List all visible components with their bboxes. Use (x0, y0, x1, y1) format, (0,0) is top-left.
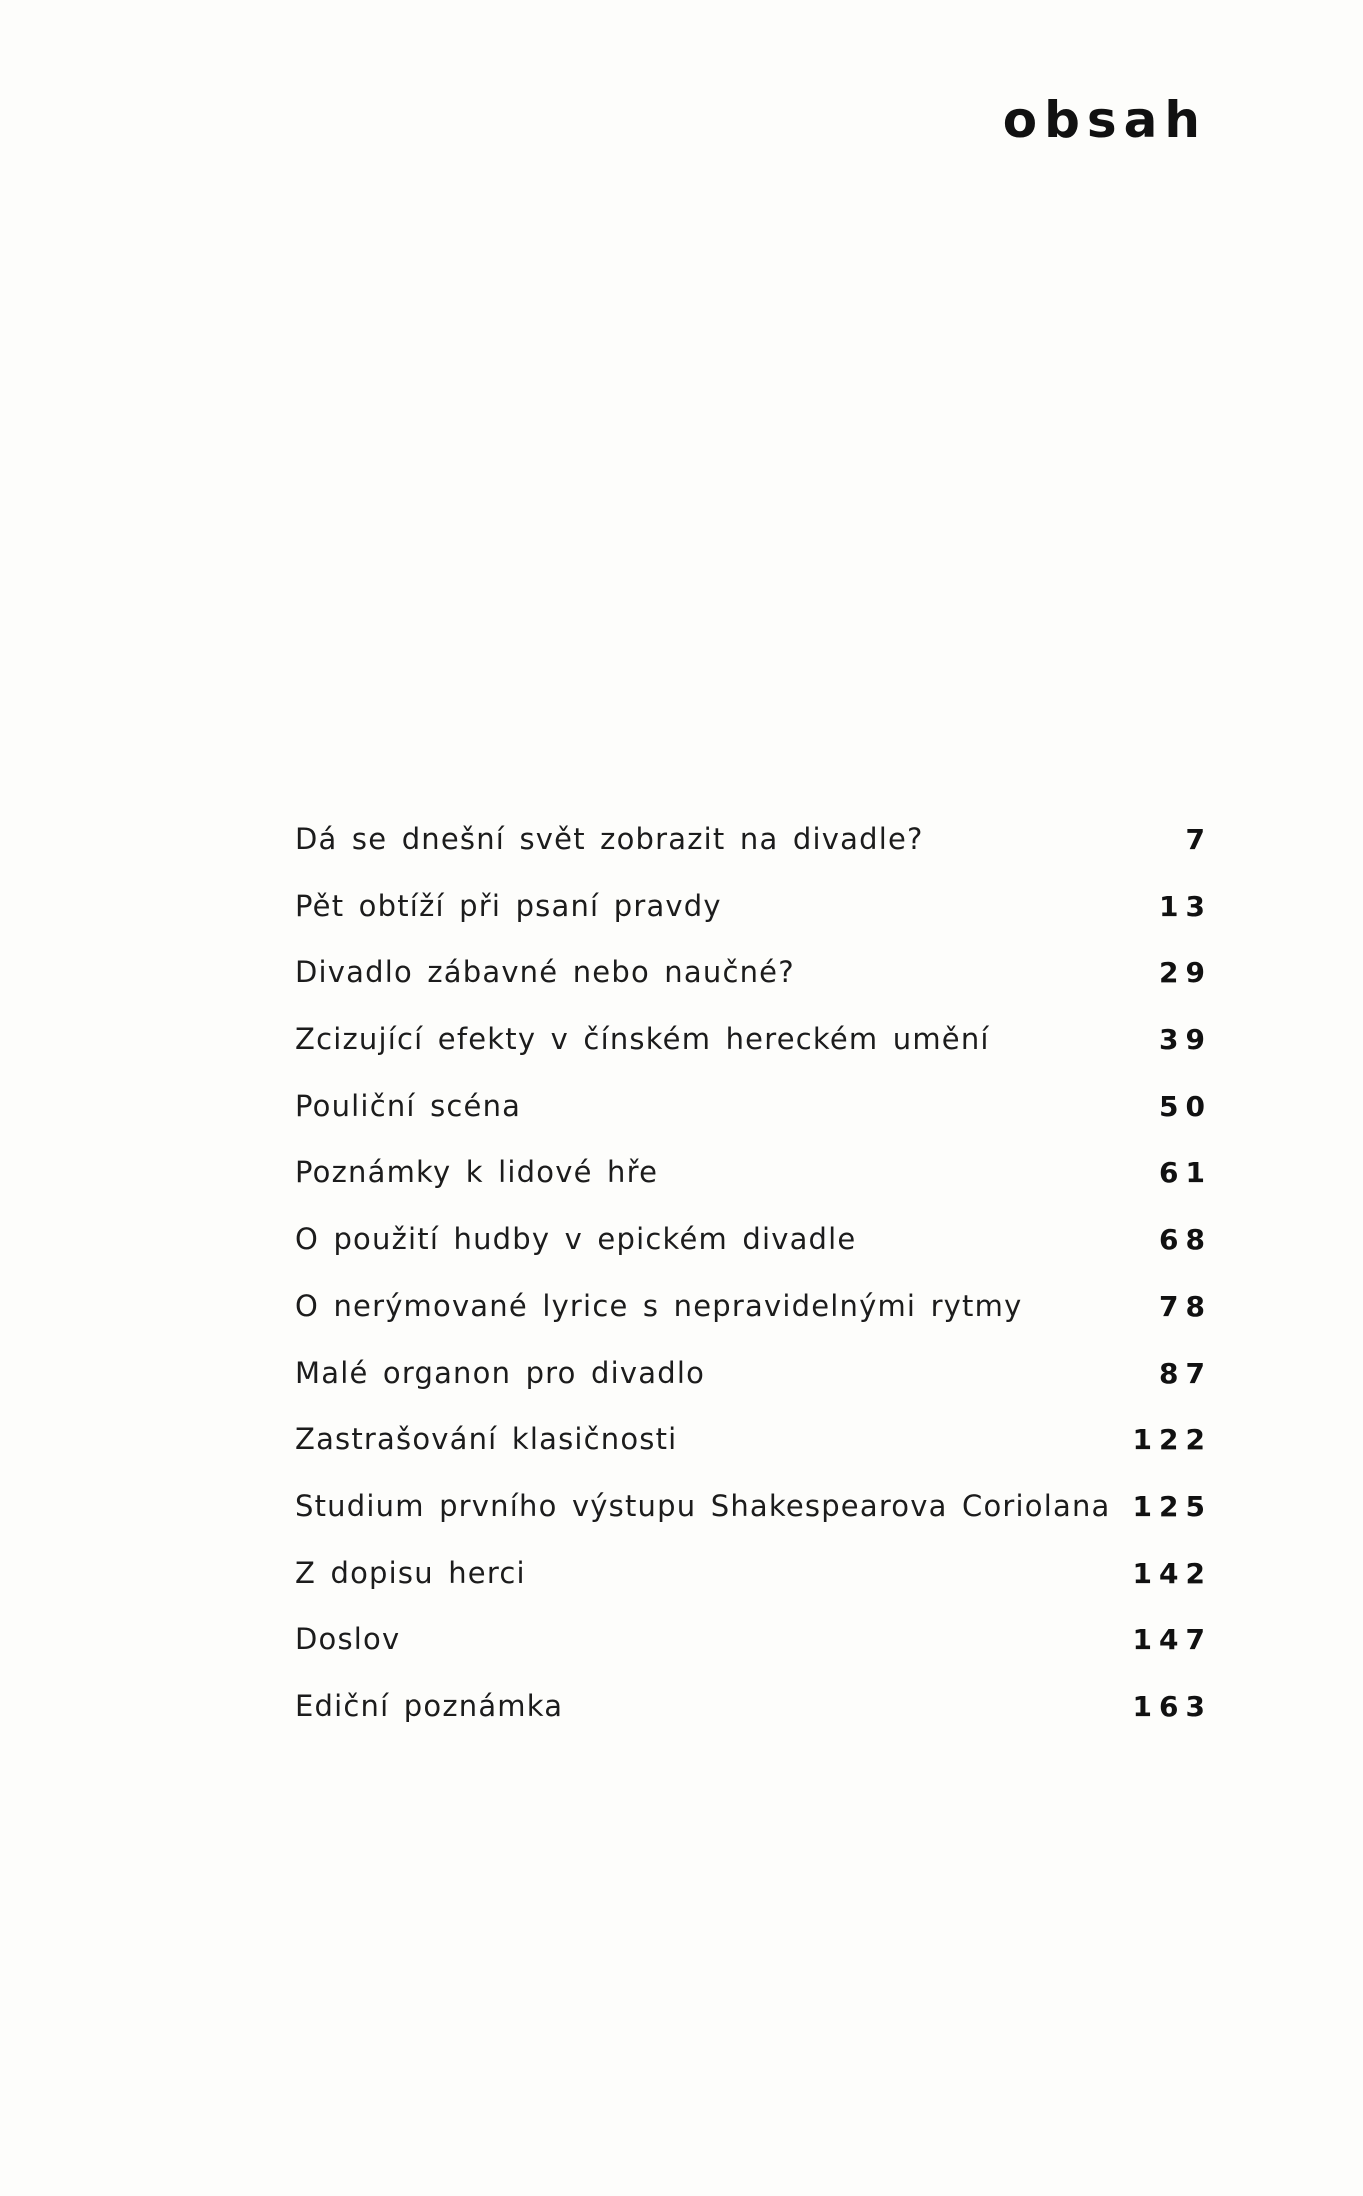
toc-entry-title: Zastrašování klasičnosti (295, 1422, 678, 1457)
toc-entry-page: 39 (1159, 1023, 1212, 1057)
toc-entry (295, 1488, 1212, 1556)
toc-entry-page: 147 (1132, 1623, 1212, 1657)
toc-entry (295, 955, 1212, 1022)
toc-entry-title: Zcizující efekty v čínském hereckém umění (295, 1022, 990, 1057)
toc-entry-title: Z dopisu herci (295, 1555, 526, 1590)
toc-entry-page: 87 (1159, 1356, 1212, 1390)
toc-entry (295, 888, 1212, 956)
toc-entry (295, 1688, 1212, 1756)
toc-entry (295, 1022, 1212, 1089)
contents-heading: obsah (1002, 91, 1207, 149)
toc-entry-title: Doslov (295, 1622, 401, 1657)
toc-entry (295, 1355, 1212, 1423)
toc-entry-title: Divadlo zábavné nebo naučné? (295, 955, 795, 990)
toc-entry (295, 1555, 1212, 1623)
toc-entry (295, 1088, 1212, 1156)
toc-entry-title: Pět obtíží při psaní pravdy (295, 888, 722, 923)
toc-entry (295, 1155, 1212, 1222)
toc-entry (295, 1422, 1212, 1489)
toc-entry-page: 29 (1159, 956, 1212, 990)
toc-entry-page: 125 (1132, 1489, 1212, 1523)
toc-entry-title: Pouliční scéna (295, 1088, 522, 1123)
toc-entry-page: 142 (1132, 1556, 1212, 1590)
toc-entry-title: Poznámky k lidové hře (295, 1155, 659, 1190)
toc-entry-title: Malé organon pro divadlo (295, 1355, 706, 1390)
toc-entry-title: Ediční poznámka (295, 1688, 564, 1723)
toc-entry-title: Studium prvního výstupu Shakespearova Coriolana (295, 1488, 1111, 1523)
toc-entry-page: 163 (1132, 1689, 1212, 1723)
toc-entry-page: 13 (1159, 889, 1212, 923)
toc-entry-page: 68 (1159, 1223, 1212, 1257)
toc-entry (295, 1288, 1212, 1356)
toc-entry (295, 1622, 1212, 1689)
toc-entry (295, 1222, 1212, 1289)
toc-entry-page: 50 (1159, 1089, 1212, 1123)
toc-entry-page: 61 (1159, 1156, 1212, 1190)
toc-entry-page: 122 (1132, 1423, 1212, 1457)
toc-entry-page: 78 (1159, 1289, 1212, 1323)
toc-entry (295, 822, 1212, 889)
toc-entry-page: 7 (1185, 823, 1212, 856)
table-of-contents (295, 822, 1212, 1756)
toc-entry-title: O použití hudby v epickém divadle (295, 1222, 857, 1257)
toc-entry-title: Dá se dnešní svět zobrazit na divadle? (295, 822, 924, 856)
toc-entry-title: O nerýmované lyrice s nepravidelnými rytmy (295, 1288, 1023, 1323)
